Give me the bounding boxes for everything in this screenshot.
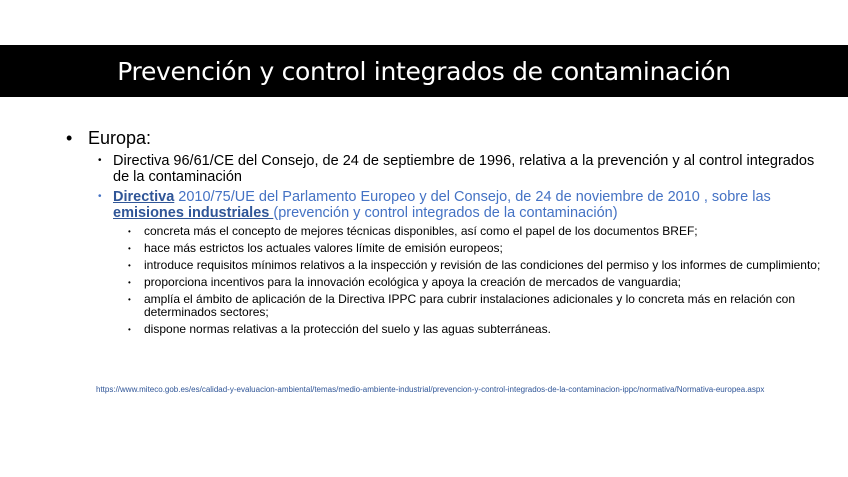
directive-text-a: 2010/75/UE del Parlamento Europeo y del Consejo, de 24 de noviembre de 2010 , sobre las [174, 189, 771, 205]
directive-text-1: Directiva 96/61/CE del Consejo, de 24 de septiembre de 1996, relativa a la prevención y al control integrados de la contaminación [113, 153, 815, 185]
points-list [60, 225, 830, 336]
list-item [128, 323, 830, 336]
directive-text-2 [113, 189, 830, 221]
directive-text-b: (prevención y control integrados de la contaminación) [273, 205, 618, 221]
point-text: hace más estrictos los actuales valores límite de emisión europeos; [144, 241, 503, 255]
slide-title: Prevención y control integrados de contaminación [117, 56, 731, 86]
bullet-icon: • [66, 128, 73, 148]
directive-item-1 [98, 153, 830, 185]
list-item [128, 276, 830, 289]
point-text: dispone normas relativas a la protección del suelo y las aguas subterráneas. [144, 322, 551, 336]
source-link[interactable]: https://www.miteco.gob.es/es/calidad-y-evaluacion-ambiental/temas/medio-ambiente-industrial/prevencion-y-control-integrados-de-la-contaminacion-ippc/normativa/Normativa-europea.aspx [96, 385, 765, 394]
point-text: introduce requisitos mínimos relativos a la inspección y revisión de las condiciones del permiso y los informes de cumplimiento; [144, 258, 821, 272]
list-item [128, 259, 830, 272]
title-bar [0, 45, 848, 97]
section-item [60, 127, 830, 149]
section-label: Europa: [88, 128, 152, 148]
slide-content [60, 127, 830, 336]
bullet-icon: • [98, 155, 102, 166]
directive-link[interactable]: Directiva [113, 189, 175, 205]
bullet-icon: • [128, 261, 131, 270]
list-item [128, 225, 830, 238]
directive-item-2 [98, 189, 830, 221]
bullet-icon: • [128, 244, 131, 253]
bullet-icon: • [98, 191, 102, 202]
bullet-icon: • [128, 325, 131, 334]
bullet-icon: • [128, 278, 131, 287]
bullet-icon: • [128, 227, 131, 236]
point-text: amplía el ámbito de aplicación de la Directiva IPPC para cubrir instalaciones adicionales y lo concreta más en relación con determinados sectores; [144, 292, 795, 319]
point-text: proporciona incentivos para la innovación ecológica y apoya la creación de mercados de vanguardia; [144, 275, 681, 289]
list-item [128, 242, 830, 255]
list-item [128, 293, 830, 319]
point-text: concreta más el concepto de mejores técnicas disponibles, así como el papel de los documentos BREF; [144, 224, 698, 238]
emissions-link[interactable]: emisiones industriales [113, 205, 274, 221]
bullet-icon: • [128, 295, 131, 304]
